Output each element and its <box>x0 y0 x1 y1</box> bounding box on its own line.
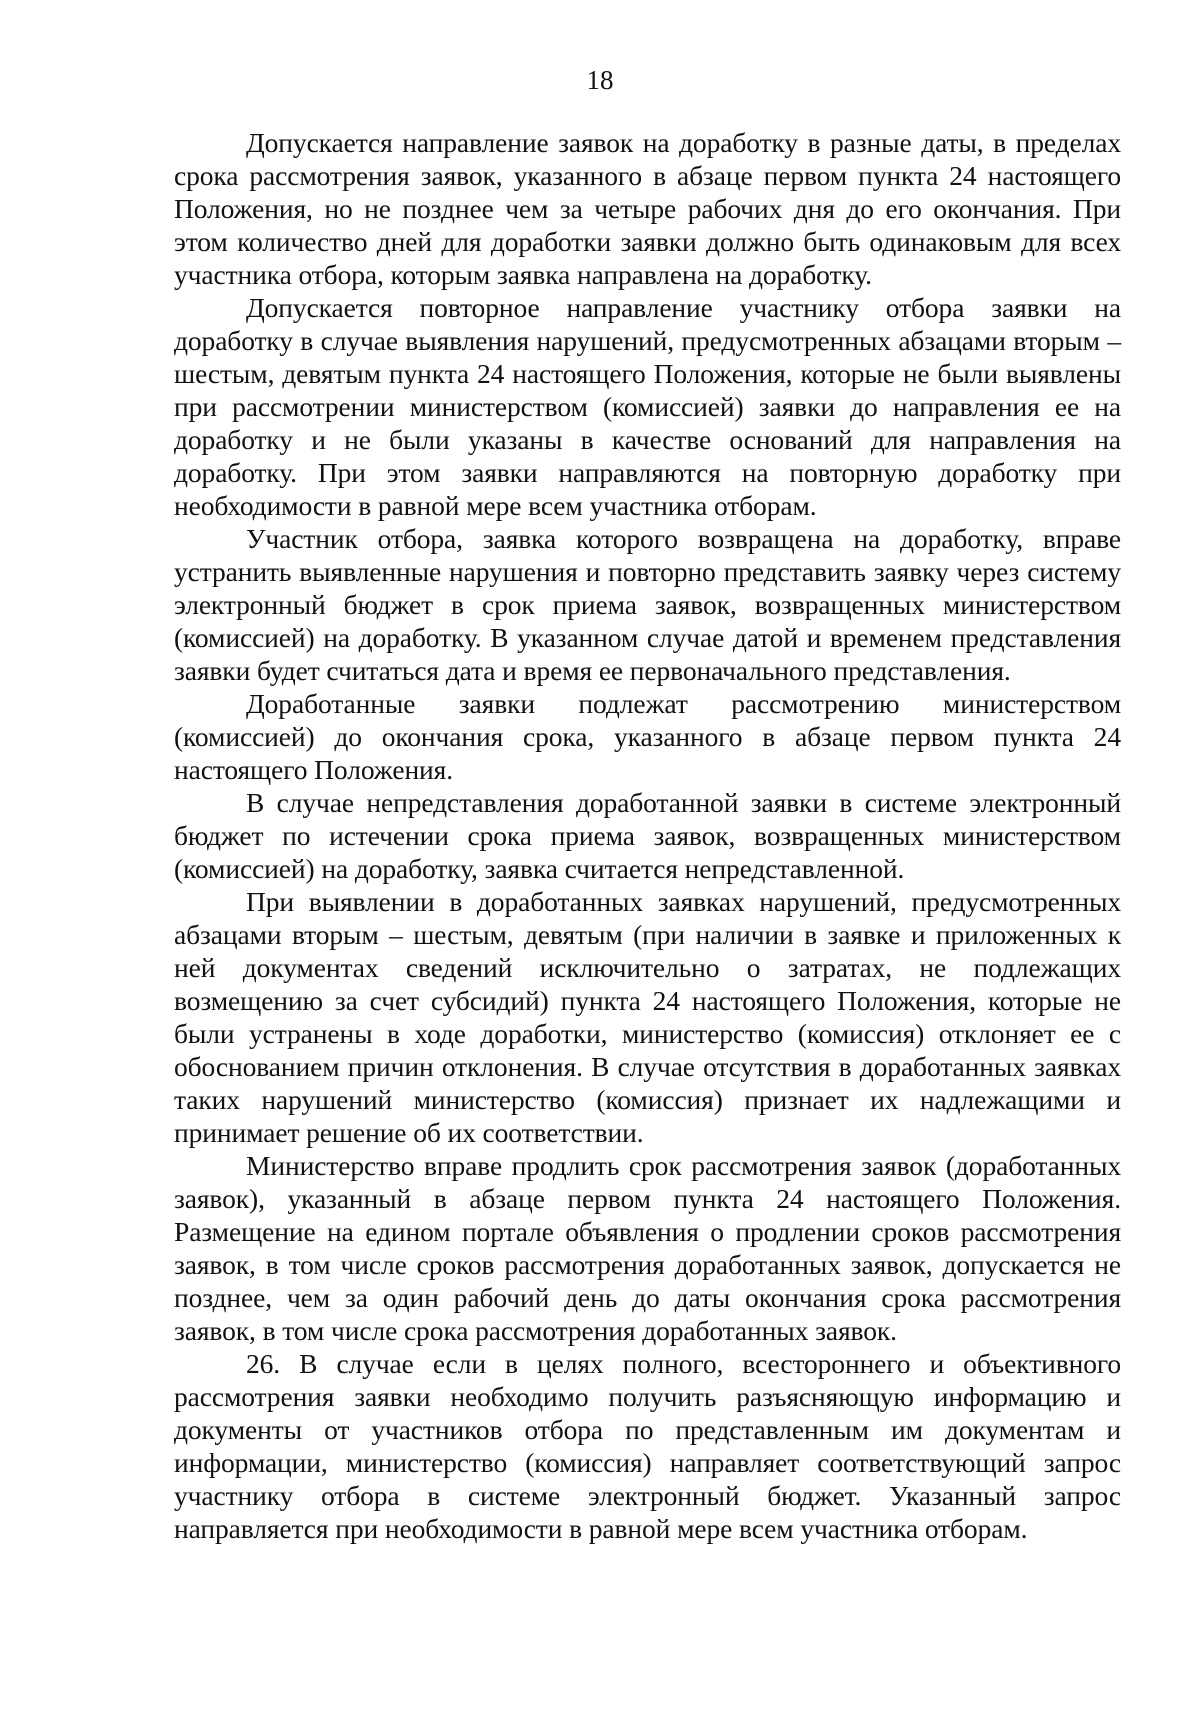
paragraph: При выявлении в доработанных заявках нарушений, предусмотренных абзацами вторым – шестым, девятым (при наличии в заявке и приложенных к ней документах сведений исключительно о затратах, не подлежащих возмещению за счет субсидий) пункта 24 настоящего Положения, которые не были устранены в ходе доработки, министерство (комиссия) отклоняет ее с обоснованием причин отклонения. В случае отсутствия в доработанных заявках таких нарушений министерство (комиссия) признает их надлежащими и принимает решение об их соответствии. <box>174 886 1121 1148</box>
paragraph: Министерство вправе продлить срок рассмотрения заявок (доработанных заявок), указанный в абзаце первом пункта 24 настоящего Положения. Размещение на едином портале объявления о продлении сроков рассмотрения заявок, в том числе сроков рассмотрения доработанных заявок, допускается не позднее, чем за один рабочий день до даты окончания срока рассмотрения заявок, в том числе срока рассмотрения доработанных заявок. <box>174 1150 1121 1346</box>
paragraph: Допускается направление заявок на доработку в разные даты, в пределах срока рассмотрения заявок, указанного в абзаце первом пункта 24 настоящего Положения, но не позднее чем за четыре рабочих дня до его окончания. При этом количество дней для доработки заявки должно быть одинаковым для всех участника отбора, которым заявка направлена на доработку. <box>174 127 1121 290</box>
paragraph: 26. В случае если в целях полного, всестороннего и объективного рассмотрения заявки необходимо получить разъясняющую информацию и документы от участников отбора по представленным им документам и информации, министерство (комиссия) направляет соответствующий запрос участнику отбора в системе электронный бюджет. Указанный запрос направляется при необходимости в равной мере всем участника отборам. <box>174 1348 1121 1544</box>
paragraph: В случае непредставления доработанной заявки в системе электронный бюджет по истечении срока приема заявок, возвращенных министерством (комиссией) на доработку, заявка считается непредставленной. <box>174 787 1121 884</box>
paragraph: Доработанные заявки подлежат рассмотрению министерством (комиссией) до окончания срока, указанного в абзаце первом пункта 24 настоящего Положения. <box>174 688 1121 785</box>
page-number: 18 <box>586 65 614 95</box>
document-body <box>174 126 1121 1545</box>
paragraph: Участник отбора, заявка которого возвращена на доработку, вправе устранить выявленные нарушения и повторно представить заявку через систему электронный бюджет в срок приема заявок, возвращенных министерством (комиссией) на доработку. В указанном случае датой и временем представления заявки будет считаться дата и время ее первоначального представления. <box>174 523 1121 686</box>
paragraph: Допускается повторное направление участнику отбора заявки на доработку в случае выявления нарушений, предусмотренных абзацами вторым – шестым, девятым пункта 24 настоящего Положения, которые не были выявлены при рассмотрении министерством (комиссией) заявки до направления ее на доработку и не были указаны в качестве оснований для направления на доработку. При этом заявки направляются на повторную доработку при необходимости в равной мере всем участника отборам. <box>174 292 1121 521</box>
